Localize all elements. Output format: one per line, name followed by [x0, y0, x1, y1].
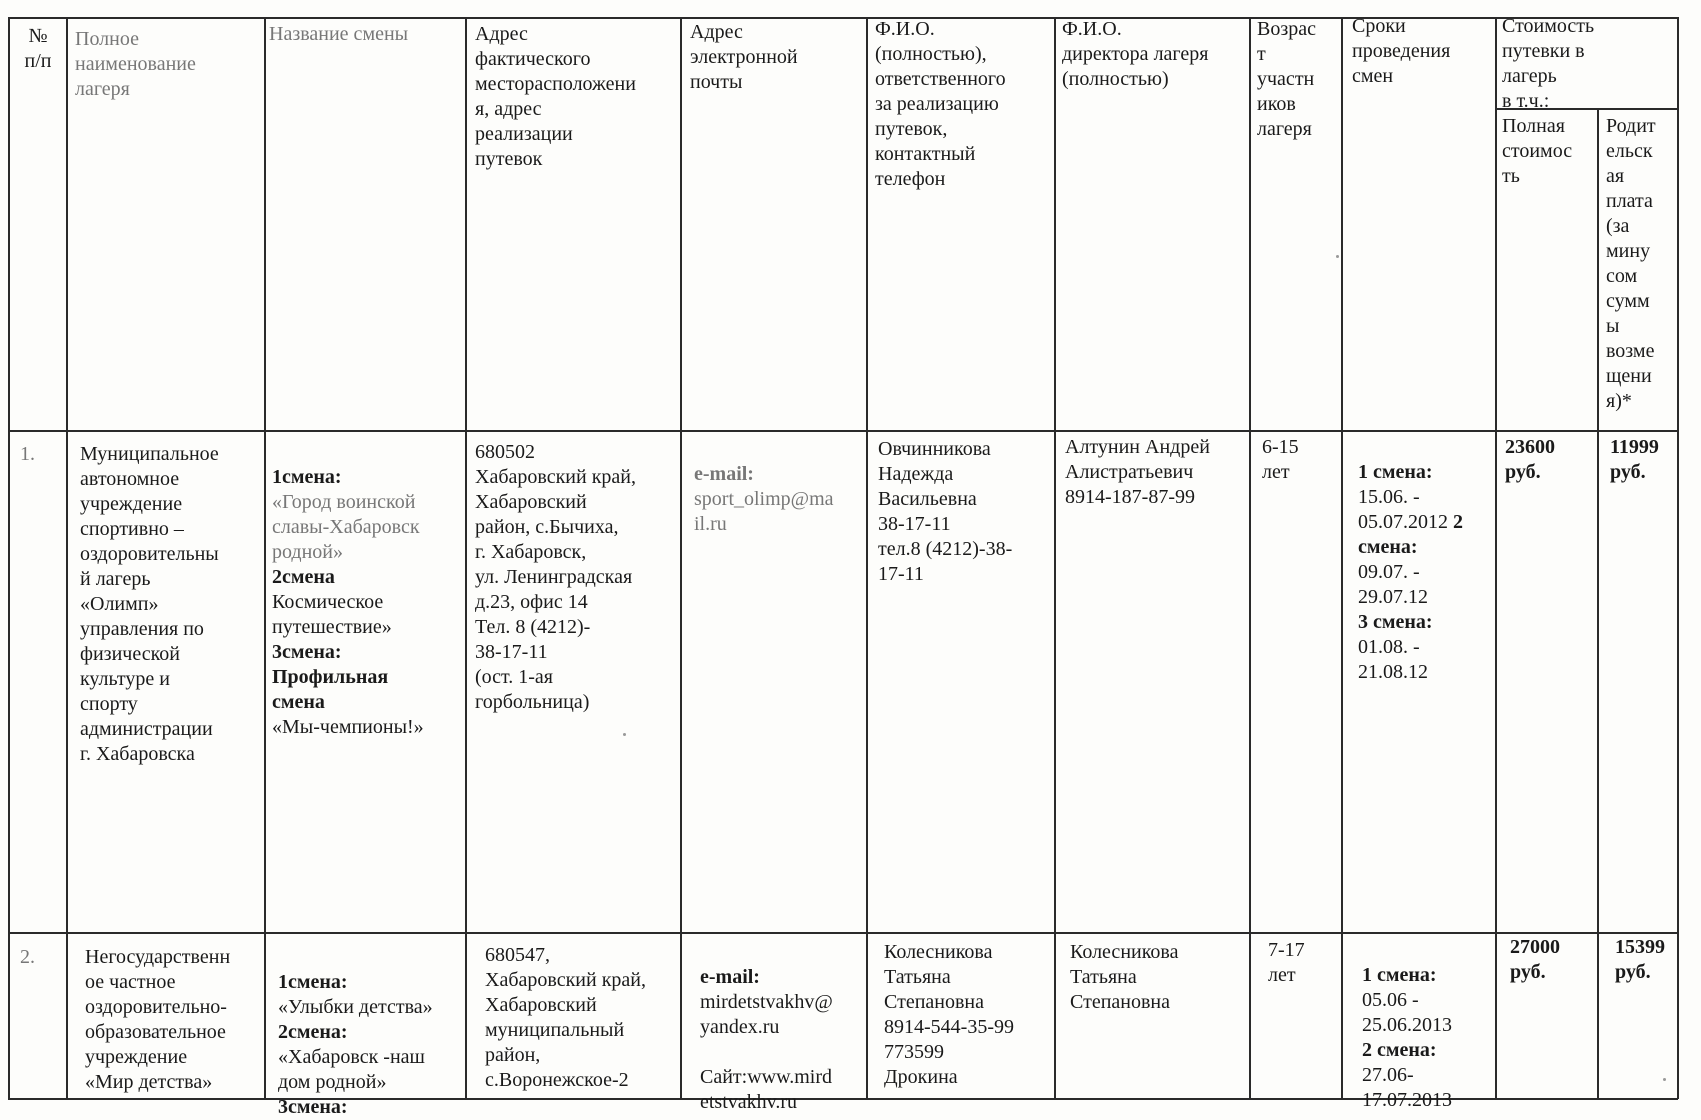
row2-shift1-label: 1смена:: [278, 971, 348, 993]
row2-cost-parent: 15399 руб.: [1615, 936, 1665, 983]
scan-speck: [623, 733, 626, 736]
col-line-9: [1495, 17, 1497, 1099]
row1-cost-full: 23600 руб.: [1505, 436, 1555, 483]
row2-shift3-label: 3смена:: [278, 1096, 348, 1118]
header-age: Возрас т участн иков лагеря: [1257, 18, 1316, 140]
row1-address: 680502 Хабаровский край, Хабаровский район, с.Бычиха, г. Хабаровск, ул. Ленинградская д.23, офис 14 Тел. 8 (4212)- 38-17-11 (ост. 1-ая горбольница): [475, 441, 636, 713]
header-cost-parent: Родит ельск ая плата (за мину сом сумм ы возме щени я)*: [1606, 115, 1656, 412]
row2-num: 2.: [20, 946, 35, 968]
col-line-7: [1249, 17, 1251, 1099]
row2-cost-full: 27000 руб.: [1510, 936, 1560, 983]
row2-age: 7-17 лет: [1268, 939, 1305, 986]
row2-email-label: e-mail:: [700, 966, 760, 988]
header-responsible: Ф.И.О. (полностью), ответственного за реализацию путевок, контактный телефон: [875, 18, 1006, 190]
col-line-6: [1054, 17, 1056, 1099]
scan-speck: [1663, 1078, 1666, 1081]
row1-email-label: e-mail:: [694, 463, 754, 485]
header-cost-full: Полная стоимос ть: [1502, 115, 1573, 187]
row2-address: 680547, Хабаровский край, Хабаровский муниципальный район, с.Воронежское-2: [485, 944, 646, 1091]
col-line-11: [1677, 17, 1679, 1099]
row1-shift3-label: 3смена: Профильная смена: [272, 641, 389, 713]
row1-date2-label: 2 смена:: [1358, 511, 1463, 558]
row1-date3-label: 3 смена:: [1358, 611, 1433, 633]
row1-date3-value: 01.08. - 21.08.12: [1358, 636, 1428, 683]
header-bottom-line: [8, 430, 1678, 432]
header-dates: Сроки проведения смен: [1352, 15, 1451, 87]
row1-responsible: Овчинникова Надежда Васильевна 38-17-11 тел.8 (4212)-38- 17-11: [878, 438, 1013, 585]
col-line-8: [1341, 17, 1343, 1099]
row1-name: Муниципальное автономное учреждение спортивно – оздоровительны й лагерь «Олимп» управления по физической культуре и спорту администрации г. Хабаровска: [80, 443, 219, 765]
row2-email: mirdetstvakhv@ yandex.ru: [700, 991, 833, 1038]
col-line-3: [465, 17, 467, 1099]
col-line-1: [66, 17, 68, 1099]
row2-email-cell: [700, 940, 862, 1115]
header-full-name: Полное наименование лагеря: [75, 28, 196, 100]
header-director: Ф.И.О. директора лагеря (полностью): [1062, 18, 1209, 90]
row1-shifts: [272, 440, 462, 740]
row2-dates: [1362, 938, 1490, 1113]
row2-shifts: [278, 945, 462, 1120]
row2-site: Сайт:www.mird etstvakhv.ru: [700, 1066, 833, 1113]
header-cost: Стоимость путевки в лагерь в т.ч.:: [1502, 15, 1595, 112]
row2-responsible: Колесникова Татьяна Степановна 8914-544-35-99 773599 Дрокина: [884, 941, 1014, 1088]
col-line-5: [866, 17, 868, 1099]
col-line-4: [680, 17, 682, 1099]
row1-age: 6-15 лет: [1262, 436, 1299, 483]
row1-shift2-label: 2смена: [272, 566, 335, 588]
row1-shift1-label: 1смена:: [272, 466, 342, 488]
row1-shift1-title: «Город воинской славы-Хабаровск родной»: [272, 491, 420, 563]
row2-date2-label: 2 смена:: [1362, 1039, 1437, 1061]
scan-speck: [1336, 255, 1339, 258]
header-num: № п/п: [24, 25, 52, 72]
header-shift-name: Название смены: [269, 23, 409, 45]
row1-date2-value: 09.07. - 29.07.12: [1358, 561, 1428, 608]
row1-cost-parent: 11999 руб.: [1610, 436, 1659, 483]
row2-date1-label: 1 смена:: [1362, 964, 1437, 986]
header-address: Адрес фактического месторасположени я, адрес реализации путевок: [475, 23, 636, 170]
row2-date2-value: 27.06- 17.07.2013: [1362, 1064, 1452, 1111]
row1-date1-label: 1 смена:: [1358, 461, 1433, 483]
row2-name: Негосударственн ое частное оздоровительно- образовательное учреждение «Мир детства»: [85, 946, 231, 1093]
row2-date1-value: 05.06 - 25.06.2013: [1362, 989, 1452, 1036]
row2-shift1-title: «Улыбки детства»: [278, 996, 433, 1018]
row2-director: Колесникова Татьяна Степановна: [1070, 941, 1179, 1013]
row1-email: sport_olimp@ma il.ru: [694, 488, 834, 535]
row1-num: 1.: [20, 443, 35, 465]
row1-bottom-line: [8, 932, 1678, 934]
row1-date1-value: 15.06. - 05.07.2012: [1358, 486, 1448, 533]
header-email: Адрес электронной почты: [690, 21, 798, 93]
row1-shift2-title: Космическое путешествие»: [272, 591, 392, 638]
row1-director: Алтунин Андрей Алистратьевич 8914-187-87-99: [1065, 436, 1210, 508]
row2-shift2-label: 2смена:: [278, 1021, 348, 1043]
row2-shift2-title: «Хабаровск -наш дом родной»: [278, 1046, 425, 1093]
row1-dates: [1358, 435, 1490, 685]
col-line-0: [8, 17, 10, 1099]
row1-shift3-title: «Мы-чемпионы!»: [272, 716, 424, 738]
col-line-2: [264, 17, 266, 1099]
row1-email-cell: [694, 437, 862, 537]
col-line-10: [1597, 108, 1599, 1099]
